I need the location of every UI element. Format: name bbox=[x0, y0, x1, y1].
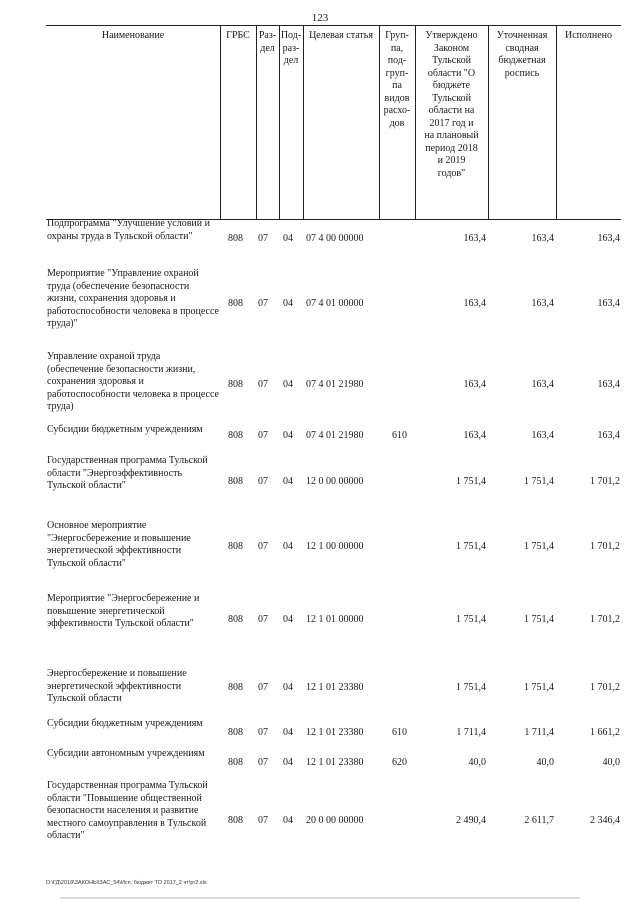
row-grbs: 808 bbox=[228, 379, 243, 390]
row-target: 07 4 01 00000 bbox=[306, 298, 364, 309]
row-executed: 163,4 bbox=[597, 379, 620, 390]
row-name: Основное мероприятие "Энергосбережение и повышение энергетической эффективности Тульской области" bbox=[47, 520, 191, 569]
row-razdel: 07 bbox=[258, 757, 268, 768]
row-approved: 2 490,4 bbox=[456, 815, 486, 826]
row-approved: 1 751,4 bbox=[456, 541, 486, 552]
footer-file-path: D:\ГД\2018\ЗАКОНЫ\ЗАС_54\Исп. бюджет ТО 2017_2 чт\pr2.xls bbox=[46, 880, 207, 886]
row-razdel: 07 bbox=[258, 815, 268, 826]
row-refined: 2 611,7 bbox=[524, 815, 554, 826]
row-target: 07 4 01 21980 bbox=[306, 430, 364, 441]
row-razdel: 07 bbox=[258, 727, 268, 738]
row-approved: 163,4 bbox=[463, 379, 486, 390]
column-divider bbox=[303, 26, 304, 219]
row-grbs: 808 bbox=[228, 233, 243, 244]
row-podrazdel: 04 bbox=[283, 757, 293, 768]
column-divider bbox=[556, 26, 557, 219]
row-podrazdel: 04 bbox=[283, 476, 293, 487]
row-target: 12 0 00 00000 bbox=[306, 476, 364, 487]
row-executed: 2 346,4 bbox=[590, 815, 620, 826]
row-name: Субсидии автономным учреждениям bbox=[47, 748, 205, 759]
row-razdel: 07 bbox=[258, 541, 268, 552]
row-refined: 1 751,4 bbox=[524, 476, 554, 487]
row-executed: 1 701,2 bbox=[590, 476, 620, 487]
row-name: Мероприятие "Энергосбережение и повышение энергетической эффективности Тульской области" bbox=[47, 593, 200, 629]
row-approved: 1 751,4 bbox=[456, 614, 486, 625]
row-grbs: 808 bbox=[228, 541, 243, 552]
row-razdel: 07 bbox=[258, 476, 268, 487]
row-name: Энергосбережение и повышение энергетической эффективности Тульской области bbox=[47, 668, 187, 704]
row-podrazdel: 04 bbox=[283, 541, 293, 552]
row-name: Подпрограмма "Улучшение условий и охраны труда в Тульской области" bbox=[47, 218, 210, 242]
row-grbs: 808 bbox=[228, 815, 243, 826]
row-razdel: 07 bbox=[258, 614, 268, 625]
row-target: 12 1 01 00000 bbox=[306, 614, 364, 625]
row-grbs: 808 bbox=[228, 430, 243, 441]
row-razdel: 07 bbox=[258, 430, 268, 441]
row-approved: 163,4 bbox=[463, 233, 486, 244]
row-name: Субсидии бюджетным учреждениям bbox=[47, 718, 203, 729]
row-podrazdel: 04 bbox=[283, 727, 293, 738]
row-executed: 163,4 bbox=[597, 430, 620, 441]
row-name: Субсидии бюджетным учреждениям bbox=[47, 424, 203, 435]
row-podrazdel: 04 bbox=[283, 379, 293, 390]
row-refined: 40,0 bbox=[536, 757, 554, 768]
row-target: 20 0 00 00000 bbox=[306, 815, 364, 826]
row-name: Государственная программа Тульской области "Повышение общественной безопасности населения и развитие местного самоуправления в Тульской области" bbox=[47, 780, 208, 841]
row-grbs: 808 bbox=[228, 727, 243, 738]
row-razdel: 07 bbox=[258, 233, 268, 244]
header-executed: Исполнено bbox=[564, 30, 612, 41]
table-header bbox=[46, 25, 621, 220]
row-refined: 1 711,4 bbox=[524, 727, 554, 738]
row-target: 12 1 01 23380 bbox=[306, 727, 364, 738]
row-grbs: 808 bbox=[228, 476, 243, 487]
row-podrazdel: 04 bbox=[283, 614, 293, 625]
row-executed: 1 701,2 bbox=[590, 541, 620, 552]
row-name: Государственная программа Тульской области "Энергоэффективность Тульской области" bbox=[47, 455, 208, 491]
row-podrazdel: 04 bbox=[283, 682, 293, 693]
header-group: Груп- па, под- груп- па видов расхо- дов bbox=[383, 30, 411, 129]
header-grbs: ГРБС bbox=[226, 30, 250, 41]
row-approved: 1 711,4 bbox=[456, 727, 486, 738]
row-razdel: 07 bbox=[258, 298, 268, 309]
row-approved: 1 751,4 bbox=[456, 476, 486, 487]
header-approved: Утверждено Законом Тульской области "О бюджете Тульской области на 2017 год и на плановый период 2018 и 2019 годов" bbox=[424, 30, 479, 179]
row-target: 12 1 01 23380 bbox=[306, 757, 364, 768]
row-executed: 1 701,2 bbox=[590, 614, 620, 625]
row-refined: 1 751,4 bbox=[524, 682, 554, 693]
scan-artifact bbox=[60, 897, 580, 899]
page-number: 123 bbox=[311, 12, 329, 24]
row-executed: 163,4 bbox=[597, 298, 620, 309]
row-razdel: 07 bbox=[258, 682, 268, 693]
row-executed: 1 701,2 bbox=[590, 682, 620, 693]
row-podrazdel: 04 bbox=[283, 298, 293, 309]
row-refined: 1 751,4 bbox=[524, 614, 554, 625]
row-name: Мероприятие "Управление охраной труда (обеспечение безопасности жизни, сохранения здоровья и работоспособности человека в процессе труда)" bbox=[47, 268, 219, 329]
row-approved: 1 751,4 bbox=[456, 682, 486, 693]
row-grbs: 808 bbox=[228, 298, 243, 309]
row-target: 12 1 01 23380 bbox=[306, 682, 364, 693]
row-name: Управление охраной труда (обеспечение безопасности жизни, сохранения здоровья и работоспособности человека в процессе труда) bbox=[47, 351, 219, 412]
row-podrazdel: 04 bbox=[283, 815, 293, 826]
row-podrazdel: 04 bbox=[283, 430, 293, 441]
row-target: 07 4 00 00000 bbox=[306, 233, 364, 244]
row-refined: 163,4 bbox=[531, 233, 554, 244]
header-razdel: Раз- дел bbox=[258, 30, 277, 54]
row-refined: 163,4 bbox=[531, 298, 554, 309]
row-group: 610 bbox=[392, 727, 407, 738]
row-refined: 163,4 bbox=[531, 379, 554, 390]
row-approved: 163,4 bbox=[463, 298, 486, 309]
header-target: Целевая статья bbox=[309, 30, 373, 41]
row-razdel: 07 bbox=[258, 379, 268, 390]
row-executed: 163,4 bbox=[597, 233, 620, 244]
row-refined: 1 751,4 bbox=[524, 541, 554, 552]
row-executed: 1 661,2 bbox=[590, 727, 620, 738]
row-target: 07 4 01 21980 bbox=[306, 379, 364, 390]
column-divider bbox=[220, 26, 221, 219]
row-approved: 40,0 bbox=[468, 757, 486, 768]
row-executed: 40,0 bbox=[602, 757, 620, 768]
header-podrazdel: Под- раз- дел bbox=[280, 30, 302, 66]
row-approved: 163,4 bbox=[463, 430, 486, 441]
row-group: 610 bbox=[392, 430, 407, 441]
header-name: Наименование bbox=[101, 30, 165, 41]
header-refined: Уточненная сводная бюджетная роспись bbox=[496, 30, 548, 79]
row-podrazdel: 04 bbox=[283, 233, 293, 244]
row-grbs: 808 bbox=[228, 614, 243, 625]
row-target: 12 1 00 00000 bbox=[306, 541, 364, 552]
row-refined: 163,4 bbox=[531, 430, 554, 441]
row-group: 620 bbox=[392, 757, 407, 768]
row-grbs: 808 bbox=[228, 682, 243, 693]
row-grbs: 808 bbox=[228, 757, 243, 768]
